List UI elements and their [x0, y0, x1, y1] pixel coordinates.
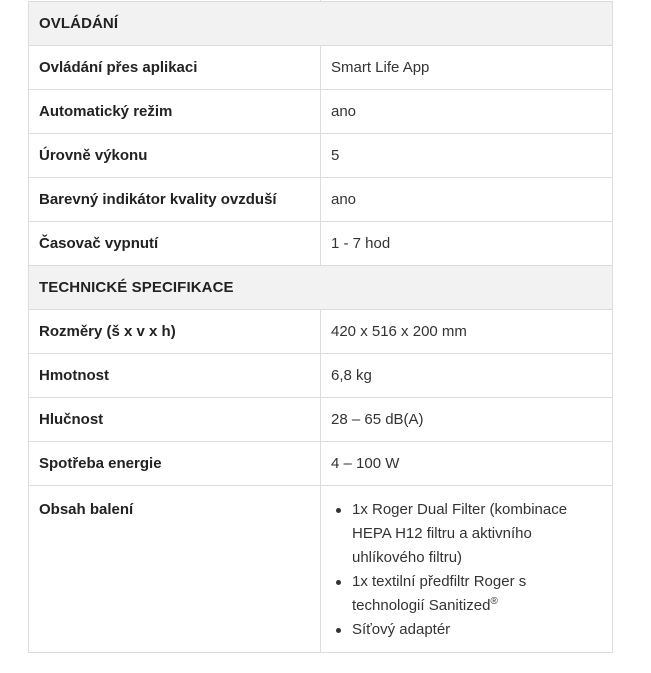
- row-label: Barevný indikátor kvality ovzduší: [29, 178, 321, 222]
- table-row: [29, 46, 613, 90]
- row-label: Rozměry (š x v x h): [29, 310, 321, 354]
- row-value: 28 – 65 dB(A): [321, 398, 613, 442]
- table-row: [29, 178, 613, 222]
- list-item: [352, 498, 602, 570]
- package-list: [331, 498, 602, 642]
- row-value: ano: [321, 178, 613, 222]
- table-row: [29, 354, 613, 398]
- list-item-text: Síťový adaptér: [352, 621, 451, 638]
- row-value: 1 - 7 hod: [321, 222, 613, 266]
- row-label: Obsah balení: [29, 486, 321, 653]
- row-label: Úrovně výkonu: [29, 134, 321, 178]
- list-item-text: 1x textilní předfiltr Roger s technologií Sanitized: [352, 573, 527, 614]
- row-value: Smart Life App: [321, 46, 613, 90]
- row-label: Hmotnost: [29, 354, 321, 398]
- table-row: [29, 442, 613, 486]
- package-contents: [321, 486, 613, 653]
- table-row: [29, 222, 613, 266]
- row-value: ano: [321, 90, 613, 134]
- row-label: Spotřeba energie: [29, 442, 321, 486]
- row-label: Časovač vypnutí: [29, 222, 321, 266]
- list-item-text: 1x Roger Dual Filter (kombinace HEPA H12 filtru a aktivního uhlíkového filtru): [352, 501, 568, 566]
- spec-table: [28, 1, 613, 653]
- row-label: Hlučnost: [29, 398, 321, 442]
- section-header-technical-specs: [29, 266, 613, 310]
- table-row: [29, 398, 613, 442]
- section-title: TECHNICKÉ SPECIFIKACE: [29, 266, 613, 310]
- table-row: [29, 134, 613, 178]
- row-value: 4 – 100 W: [321, 442, 613, 486]
- row-value: 5: [321, 134, 613, 178]
- row-value: 6,8 kg: [321, 354, 613, 398]
- registered-mark: ®: [490, 596, 498, 607]
- list-item: [352, 618, 602, 642]
- row-label: Ovládání přes aplikaci: [29, 46, 321, 90]
- section-header-controls: [29, 2, 613, 46]
- row-label: Automatický režim: [29, 90, 321, 134]
- section-title: OVLÁDÁNÍ: [29, 2, 613, 46]
- list-item: [352, 570, 602, 618]
- table-row-package: [29, 486, 613, 653]
- table-row: [29, 310, 613, 354]
- row-value: 420 x 516 x 200 mm: [321, 310, 613, 354]
- table-row: [29, 90, 613, 134]
